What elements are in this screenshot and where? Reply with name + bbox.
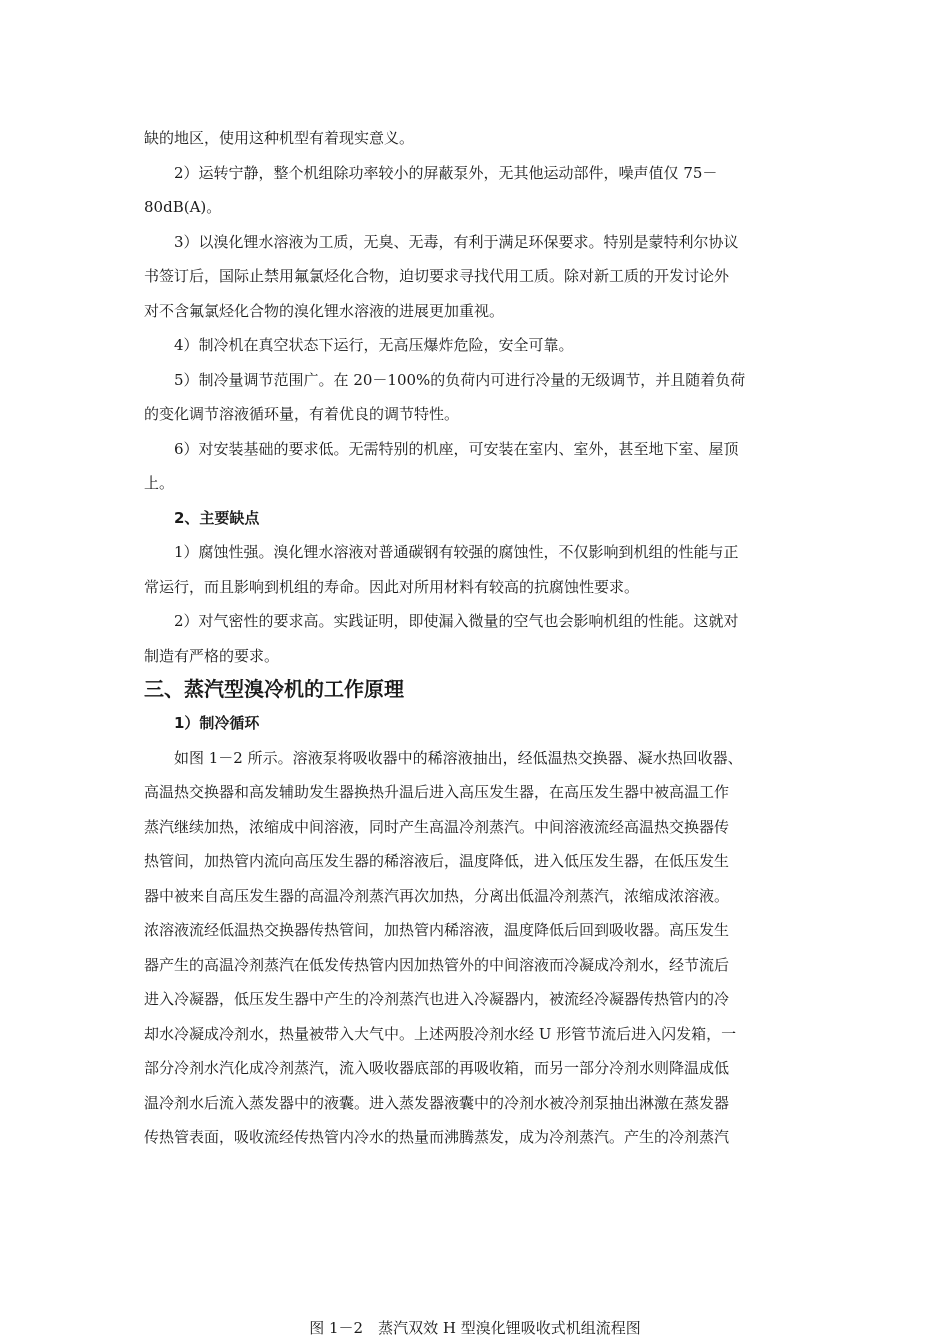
text-line: 高温热交换器和高发辅助发生器换热升温后进入高压发生器，在高压发生器中被高温工作 bbox=[144, 783, 730, 801]
text-line: 浓溶液流经低温热交换器传热管间，加热管内稀溶液，温度降低后回到吸收器。高压发生 bbox=[144, 921, 730, 939]
subheading-disadvantages: 2、主要缺点 bbox=[174, 508, 260, 527]
text-line: 器产生的高温冷剂蒸汽在低发传热管内因加热管外的中间溶液而冷凝成冷剂水，经节流后 bbox=[144, 955, 730, 974]
text-line: 蒸汽继续加热，浓缩成中间溶液，同时产生高温冷剂蒸汽。中间溶液流经高温热交换器传 bbox=[144, 817, 730, 836]
text-line: 80dB(A)。 bbox=[144, 198, 222, 216]
text-line: 4）制冷机在真空状态下运行，无高压爆炸危险，安全可靠。 bbox=[174, 336, 574, 354]
text-line: 书签订后，国际止禁用氟氯烃化合物，迫切要求寻找代用工质。除对新工质的开发讨论外 bbox=[144, 267, 730, 285]
text-line: 缺的地区，使用这种机型有着现实意义。 bbox=[144, 129, 415, 147]
text-line: 却水冷凝成冷剂水，热量被带入大气中。上述两股冷剂水经 U 形管节流后进入闪发箱，一 bbox=[144, 1024, 737, 1043]
text-line: 热管间，加热管内流向高压发生器的稀溶液后，温度降低，进入低压发生器，在低压发生 bbox=[144, 852, 730, 870]
text-line: 传热管表面，吸收流经传热管内冷水的热量而沸腾蒸发，成为冷剂蒸汽。产生的冷剂蒸汽 bbox=[144, 1128, 730, 1146]
document-body bbox=[144, 121, 808, 1155]
text-line: 部分冷剂水汽化成冷剂蒸汽，流入吸收器底部的再吸收箱，而另一部分冷剂水则降温成低 bbox=[144, 1059, 730, 1077]
text-line: 进入冷凝器，低压发生器中产生的冷剂蒸汽也进入冷凝器内，被流经冷凝器传热管内的冷 bbox=[144, 990, 730, 1008]
section-title: 三、蒸汽型溴冷机的工作原理 bbox=[144, 677, 404, 701]
text-line: 3）以溴化锂水溶液为工质，无臭、无毒，有利于满足环保要求。特别是蒙特利尔协议 bbox=[174, 232, 739, 251]
text-line: 上。 bbox=[144, 474, 175, 492]
figure-caption: 图 1－2 蒸汽双效 H 型溴化锂吸收式机组流程图 bbox=[309, 1319, 641, 1337]
text-line: 的变化调节溶液循环量，有着优良的调节特性。 bbox=[144, 405, 460, 423]
text-line: 温冷剂水后流入蒸发器中的液囊。进入蒸发器液囊中的冷剂水被冷剂泵抽出淋激在蒸发器 bbox=[144, 1093, 730, 1112]
subheading-refrigeration-cycle: 1）制冷循环 bbox=[174, 714, 260, 732]
text-line: 常运行，而且影响到机组的寿命。因此对所用材料有较高的抗腐蚀性要求。 bbox=[144, 577, 640, 596]
text-line: 如图 1－2 所示。溶液泵将吸收器中的稀溶液抽出，经低温热交换器、凝水热回收器、 bbox=[174, 748, 743, 767]
text-line: 2）运转宁静，整个机组除功率较小的屏蔽泵外，无其他运动部件，噪声值仅 75－ bbox=[174, 163, 718, 182]
text-line: 6）对安装基础的要求低。无需特别的机座，可安装在室内、室外，甚至地下室、屋顶 bbox=[174, 439, 739, 458]
text-line: 2）对气密性的要求高。实践证明，即使漏入微量的空气也会影响机组的性能。这就对 bbox=[174, 612, 739, 630]
text-line: 5）制冷量调节范围广。在 20－100%的负荷内可进行冷量的无级调节，并且随着负荷 bbox=[174, 370, 746, 389]
text-line: 1）腐蚀性强。溴化锂水溶液对普通碳钢有较强的腐蚀性，不仅影响到机组的性能与正 bbox=[174, 543, 739, 561]
text-line: 器中被来自高压发生器的高温冷剂蒸汽再次加热，分离出低温冷剂蒸汽，浓缩成浓溶液。 bbox=[144, 886, 730, 905]
text-line: 制造有严格的要求。 bbox=[144, 646, 280, 665]
text-line: 对不含氟氯烃化合物的溴化锂水溶液的进展更加重视。 bbox=[144, 301, 505, 320]
